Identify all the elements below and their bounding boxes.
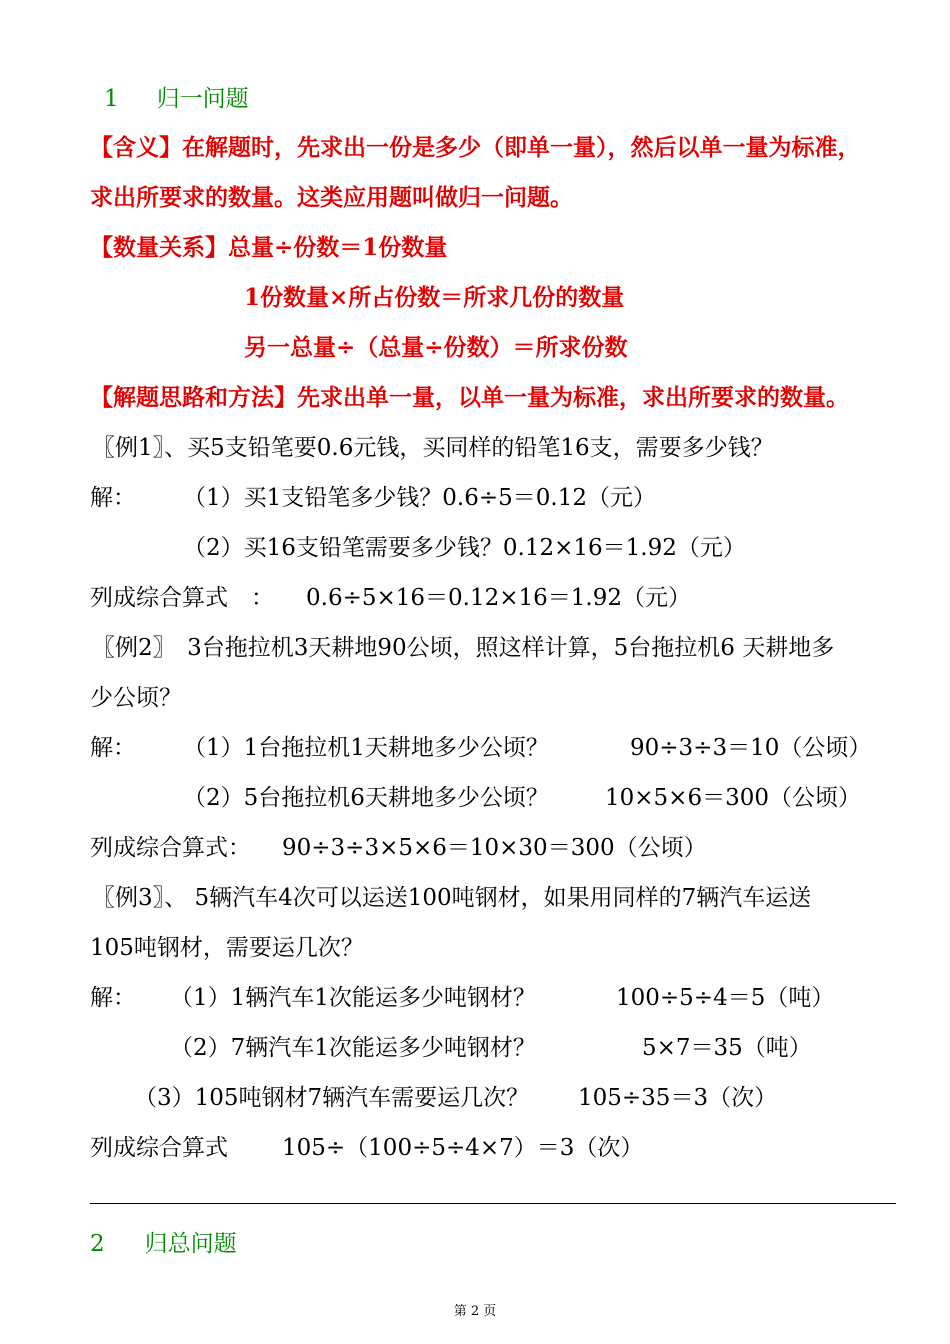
example-1-step-1: （1）买1支铅笔多少钱？0.6÷5＝0.12（元） (183, 485, 656, 511)
example-3-step-1-answer: 100÷5÷4＝5（吨） (616, 985, 835, 1011)
example-3-formula: 105÷（100÷5÷4×7）＝3（次） (282, 1135, 644, 1161)
example-1-step-2: （2）买16支铅笔需要多少钱？0.12×16＝1.92（元） (183, 535, 746, 561)
example-1-formula: 0.6÷5×16＝0.12×16＝1.92（元） (306, 585, 691, 611)
example-3-step-1: （1）1辆汽车1次能运多少吨钢材？ (170, 985, 536, 1011)
example-2-formula: 90÷3÷3×5×6＝10×30＝300（公顷） (282, 835, 707, 861)
example-3-question-cont: 105吨钢材，需要运几次？ (90, 935, 364, 961)
example-1-solve-label: 解： (90, 485, 136, 511)
page-number: 第 2 页 (453, 1304, 497, 1319)
example-3-step-2: （2）7辆汽车1次能运多少吨钢材？ (170, 1035, 536, 1061)
example-3-step-2-answer: 5×7＝35（吨） (642, 1035, 812, 1061)
example-2-question-cont: 少公顷？ (90, 685, 182, 711)
relation-line-3: 另一总量÷（总量÷份数）＝所求份数 (244, 334, 628, 361)
section-2-title: 归总问题 (144, 1231, 237, 1257)
relation-line-1: 【数量关系】总量÷份数＝1份数量 (90, 234, 448, 261)
example-3-solve-label: 解： (90, 985, 136, 1011)
example-2-formula-label: 列成综合算式： (90, 835, 251, 861)
example-1-question: 〖例1〗、买5支铅笔要0.6元钱，买同样的铅笔16支，需要多少钱？ (92, 435, 774, 461)
section-2-number: 2 (90, 1231, 105, 1257)
example-3-question: 〖例3〗、 5辆汽车4次可以运送100吨钢材，如果用同样的7辆汽车运送 (92, 885, 812, 911)
section-divider (90, 1203, 896, 1204)
section-1-number: 1 (104, 86, 119, 112)
section-1-heading (104, 84, 249, 114)
example-2-step-2-answer: 10×5×6＝300（公顷） (605, 785, 861, 811)
example-2-step-1-answer: 90÷3÷3＝10（公顷） (630, 735, 872, 761)
method-line: 【解题思路和方法】先求出单一量，以单一量为标准，求出所要求的数量。 (90, 384, 849, 411)
example-2-step-1: （1）1台拖拉机1天耕地多少公顷？ (183, 735, 549, 761)
section-2-heading (90, 1229, 237, 1259)
example-3-step-3-answer: 105÷35＝3（次） (578, 1085, 778, 1111)
example-1-formula-label: 列成综合算式 ： (90, 585, 274, 611)
meaning-line-cont: 求出所要求的数量。这类应用题叫做归一问题。 (90, 184, 573, 211)
relation-line-2: 1份数量×所占份数＝所求几份的数量 (244, 284, 625, 311)
meaning-line: 【含义】在解题时，先求出一份是多少（即单一量），然后以单一量为标准， (90, 134, 861, 161)
example-2-solve-label: 解： (90, 735, 136, 761)
example-2-question: 〖例2〗 3台拖拉机3天耕地90公顷，照这样计算，5台拖拉机6 天耕地多 (92, 635, 835, 661)
section-1-title: 归一问题 (156, 86, 249, 112)
example-3-formula-label: 列成综合算式 (90, 1135, 228, 1161)
example-2-step-2: （2）5台拖拉机6天耕地多少公顷？ (183, 785, 549, 811)
example-3-step-3: （3）105吨钢材7辆汽车需要运几次？ (134, 1085, 530, 1111)
